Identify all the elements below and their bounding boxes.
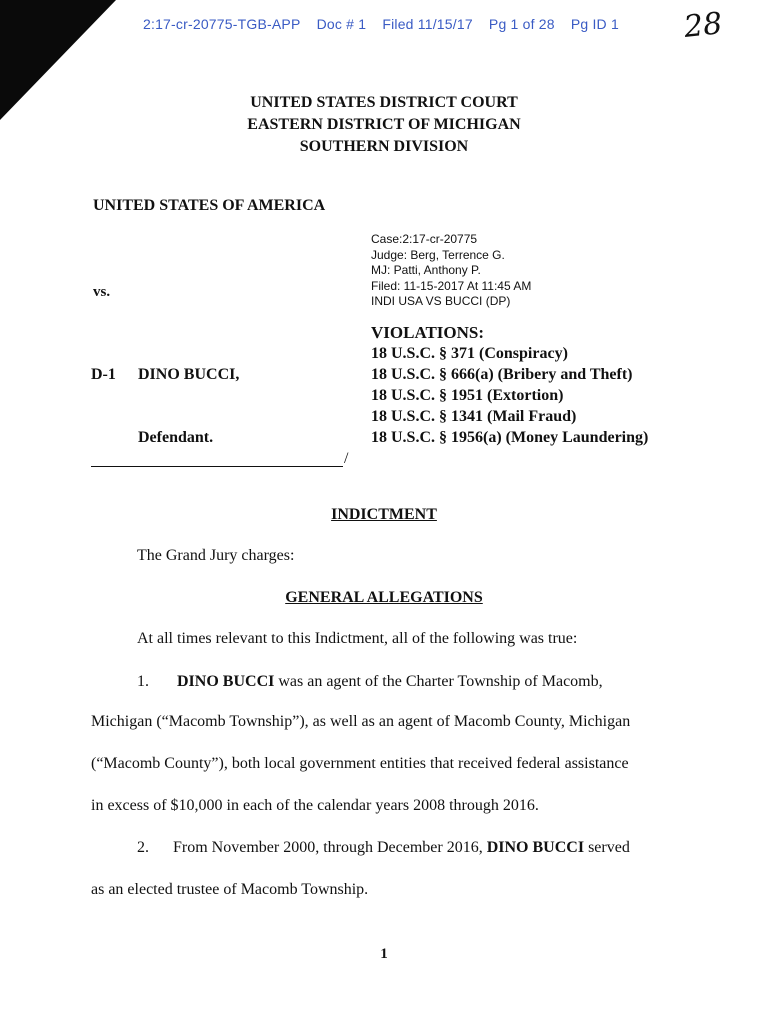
preamble-line: At all times relevant to this Indictment, all of the following was true: [137, 630, 578, 647]
section-title: GENERAL ALLEGATIONS [285, 589, 483, 606]
caption-slash: / [344, 450, 349, 467]
clerk-stamp [371, 232, 531, 310]
paragraph-number: 1. [137, 673, 149, 690]
versus-label: vs. [93, 284, 111, 300]
stamp-filed: Filed: 11-15-2017 At 11:45 AM [371, 278, 532, 293]
paragraph-2-line-1 [137, 839, 630, 857]
violation-item: 18 U.S.C. § 666(a) (Bribery and Theft) [371, 366, 633, 383]
header-case-number: 2:17-cr-20775-TGB-APP [143, 16, 301, 32]
violation-item: 18 U.S.C. § 1956(a) (Money Laundering) [371, 429, 649, 446]
paragraph-1-line-1 [137, 673, 603, 691]
violation-item: 18 U.S.C. § 1951 (Extortion) [371, 387, 564, 404]
court-district: EASTERN DISTRICT OF MICHIGAN [247, 116, 521, 133]
stamp-magistrate: MJ: Patti, Anthony P. [371, 263, 481, 277]
paragraph-2-line-2: as an elected trustee of Macomb Township. [91, 881, 369, 898]
stamp-title: INDI USA VS BUCCI (DP) [371, 294, 511, 308]
violation-item: 18 U.S.C. § 1341 (Mail Fraud) [371, 408, 577, 425]
page-number: 1 [380, 946, 388, 962]
header-doc-number: Doc # 1 [316, 16, 367, 32]
paragraph-text: was an agent of the Charter Township of Macomb, [274, 673, 603, 690]
plaintiff-name: UNITED STATES OF AMERICA [93, 197, 326, 214]
header-page-id: Pg ID 1 [570, 16, 619, 32]
court-division: SOUTHERN DIVISION [299, 138, 469, 155]
header-page-count: Pg 1 of 28 [488, 16, 555, 32]
violations-heading: VIOLATIONS: [371, 323, 485, 342]
paragraph-1-line-4: in excess of $10,000 in each of the calendar years 2008 through 2016. [91, 797, 539, 814]
caption-rule [91, 466, 343, 467]
defendant-label: Defendant. [138, 429, 214, 446]
defendant-number: D-1 [91, 366, 116, 383]
ecf-header [143, 16, 631, 32]
intro-line: The Grand Jury charges: [137, 547, 295, 564]
violation-item: 18 U.S.C. § 371 (Conspiracy) [371, 345, 568, 362]
defendant-name: DINO BUCCI, [138, 366, 240, 383]
handwritten-page-count: 28 [682, 6, 724, 45]
paragraph-number: 2. [137, 839, 149, 856]
paragraph-1-line-2: Michigan (“Macomb Township”), as well as an agent of Macomb County, Michigan [91, 713, 631, 730]
violations-list [371, 322, 648, 448]
document-title: INDICTMENT [331, 506, 437, 523]
stamp-judge: Judge: Berg, Terrence G. [371, 247, 505, 262]
paragraph-text: served [584, 839, 630, 856]
court-heading [0, 92, 768, 158]
defendant-name-inline: DINO BUCCI [177, 673, 275, 690]
header-filed-date: Filed 11/15/17 [382, 16, 473, 32]
defendant-name-inline: DINO BUCCI [486, 839, 585, 856]
court-name: UNITED STATES DISTRICT COURT [250, 94, 518, 111]
stamp-case: Case:2:17-cr-20775 [371, 232, 478, 246]
paragraph-text: From November 2000, through December 2016, [173, 839, 487, 856]
paragraph-1-line-3: (“Macomb County”), both local government entities that received federal assistance [91, 755, 629, 772]
